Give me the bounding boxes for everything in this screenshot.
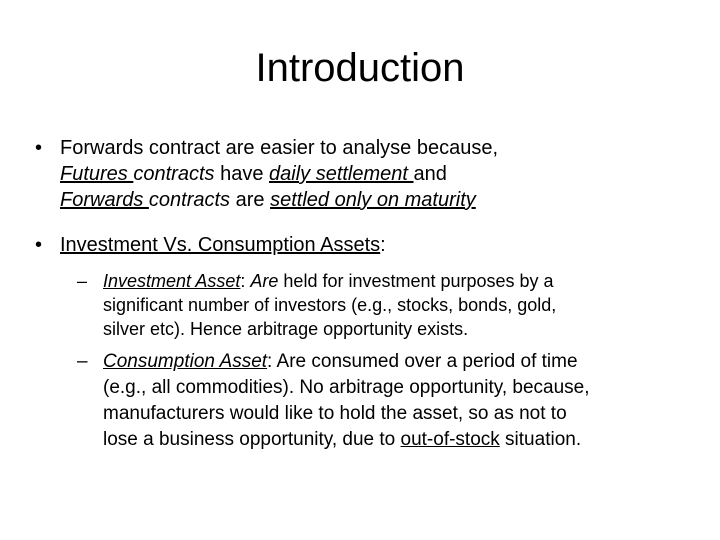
bullet-assets <box>35 232 386 258</box>
bullet-text <box>60 135 498 213</box>
sub-marker: – <box>77 351 88 372</box>
sub-investment-asset <box>77 269 556 341</box>
bullet-text <box>60 232 386 258</box>
contracts-term: contracts <box>133 163 215 185</box>
investment-colon: : <box>240 271 251 291</box>
sub-consumption-asset <box>77 349 590 453</box>
assets-heading: Investment Vs. Consumption Assets <box>60 234 381 256</box>
sub-marker: – <box>77 271 88 291</box>
out-of-stock-term: out-of-stock <box>400 429 500 450</box>
sub2-line2: (e.g., all commodities). No arbitrage opportunity, because, <box>103 377 590 398</box>
sub2-line4-pre: lose a business opportunity, due to <box>103 429 401 450</box>
contracts-term-2: contracts <box>148 189 231 211</box>
forwards-term: Forwards <box>60 189 149 211</box>
sub1-line1-rest: held for investment purposes by a <box>278 271 554 291</box>
consumption-asset-term: Consumption Asset <box>103 351 268 372</box>
sub1-line3: silver etc). Hence arbitrage opportunity exists. <box>103 319 469 339</box>
investment-asset-term: Investment Asset <box>103 271 241 291</box>
settled-maturity-term: settled only on maturity <box>270 189 476 211</box>
sub-text <box>103 349 590 453</box>
daily-settlement-term: daily settlement <box>269 163 414 185</box>
bullet1-line1: Forwards contract are easier to analyse because, <box>60 137 498 159</box>
bullet-forwards <box>35 135 498 213</box>
are-text: are <box>230 189 271 211</box>
sub-text <box>103 269 556 341</box>
sub2-line4-post: situation. <box>499 429 582 450</box>
sub2-line3: manufacturers would like to hold the asset, so as not to <box>103 403 567 424</box>
and-text: and <box>413 163 447 185</box>
slide-title: Introduction <box>255 46 465 90</box>
sub2-line1-rest: : Are consumed over a period of time <box>267 351 578 372</box>
bullet-marker: • <box>35 234 43 256</box>
assets-colon: : <box>380 234 386 256</box>
have-text: have <box>214 163 269 185</box>
bullet-marker: • <box>35 137 43 159</box>
sub1-line2: significant number of investors (e.g., stocks, bonds, gold, <box>103 295 557 315</box>
are-italic: Are <box>250 271 279 291</box>
futures-term: Futures <box>60 163 134 185</box>
